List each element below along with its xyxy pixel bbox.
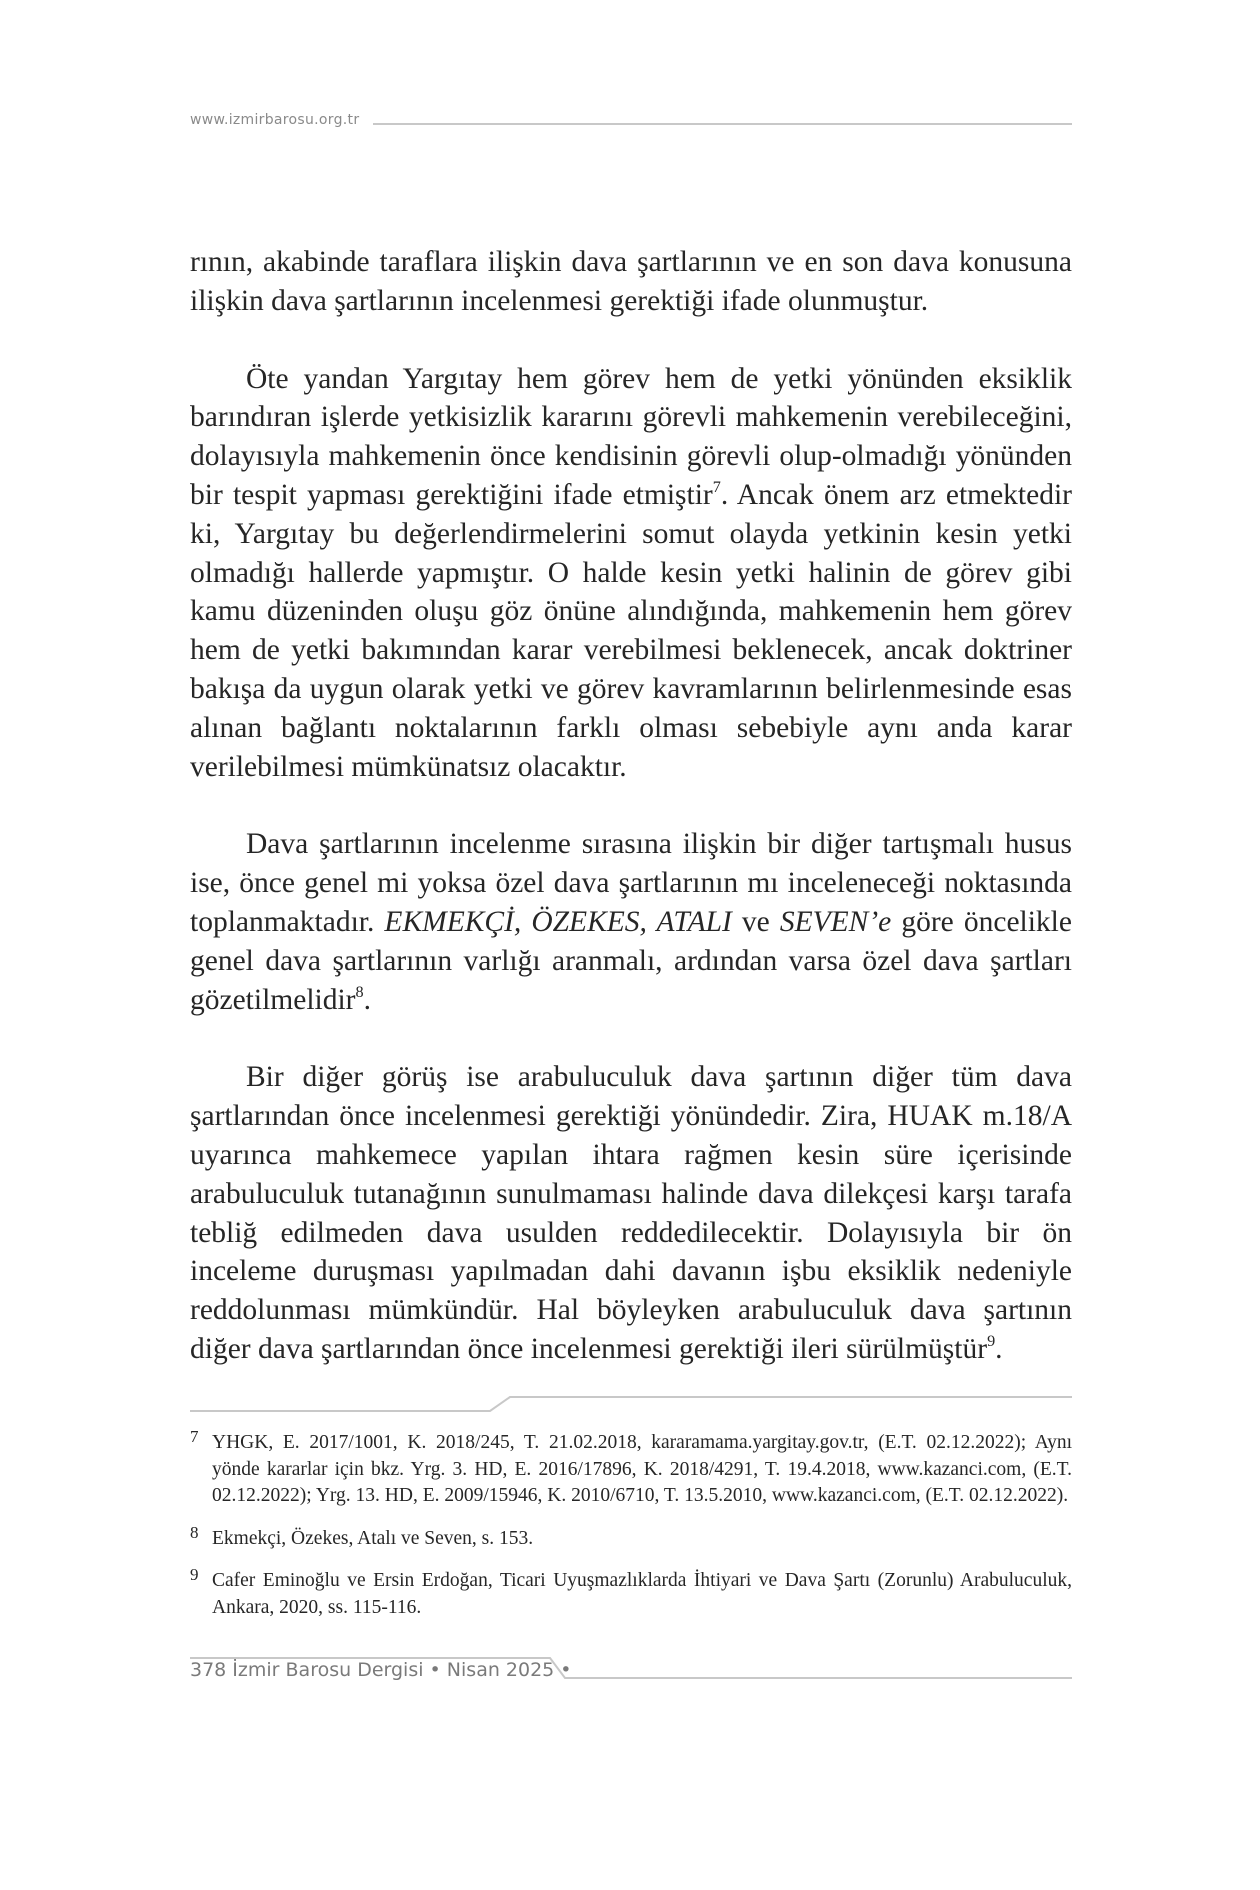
paragraph-2 [190, 360, 1072, 787]
body-text [190, 243, 1072, 1408]
paragraph-4 [190, 1058, 1072, 1368]
footnote-ref-9: 9 [987, 1331, 996, 1350]
footnote-text: YHGK, E. 2017/1001, K. 2018/245, T. 21.02.2018, kararamama.yargitay.gov.tr, (E.T. 02.12.2022); Aynı yönde kararlar için bkz. Yrg. 3. HD, E. 2016/17896, K. 2018/4291, T. 19.4.2018, www.kazanci.com, (E.T. 02.12.2022); Yrg. 13. HD, E. 2009/15946, K. 2010/6710, T. 13.5.2010, www.kazanci.com, (E.T. 02.12.2022). [212, 1432, 1072, 1506]
footer-text: 378 İzmir Barosu Dergisi • Nisan 2025 • [190, 1659, 572, 1681]
paragraph-3-author2: SEVEN’e [779, 905, 892, 938]
page-header [190, 112, 1072, 136]
paragraph-2-text: Öte yandan Yargıtay hem görev hem de yetki yönünden eksiklik barındıran işlerde yetkisizlik kararını görevli mahkemenin verebileceğini, dolayısıyla mahkemenin önce kendisinin görevli olup-olmadığı yönünden bir tespit yapması gerektiğini ifade etmiştir [190, 362, 1072, 511]
footnote-8 [190, 1522, 1072, 1553]
footnote-ref-7: 7 [712, 477, 721, 496]
header-rule [373, 123, 1072, 125]
footnote-9 [190, 1565, 1072, 1621]
footnote-ref-8: 8 [355, 982, 364, 1001]
paragraph-3-end: . [363, 983, 371, 1016]
footnote-number: 7 [190, 1427, 199, 1446]
paragraph-2-rest: . Ancak önem arz etmektedir ki, Yargıtay bu değerlendirmelerini somut olayda yetkinin kesin yetki olmadığı hallerde yapmıştır. O halde kesin yetki halinin de görev gibi kamu düzeninden oluşu göz önüne alındığında, mahkemenin hem görev hem de yetki bakımından karar verebilmesi beklenecek, ancak doktriner bakışa da uygun olarak yetki ve görev kavramlarının belirlenmesinde esas alınan bağlantı noktalarının farklı olması sebebiyle aynı anda karar verilebilmesi mümkünatsız olacaktır. [190, 478, 1072, 783]
paragraph-3-post: göre öncelikle genel dava şartlarının varlığı aranmalı, ardından varsa özel dava şartları gözetilmelidir [190, 905, 1072, 1016]
paragraph-3-pre: Dava şartlarının incelenme sırasına ilişkin bir diğer tartışmalı husus ise, önce genel mi yoksa özel dava şartlarının mı inceleneceği noktasında toplanmaktadır. [190, 828, 1072, 938]
footnote-7 [190, 1427, 1072, 1510]
paragraph-3-authors: EKMEKÇİ, ÖZEKES, ATALI [384, 905, 732, 938]
page-footer [190, 1656, 1072, 1686]
footnote-text: Cafer Eminoğlu ve Ersin Erdoğan, Ticari Uyuşmazlıklarda İhtiyari ve Dava Şartı (Zorunlu) Arabuluculuk, Ankara, 2020, ss. 115-116. [212, 1570, 1072, 1618]
paragraph-1: rının, akabinde taraflara ilişkin dava şartlarının ve en son dava konusuna ilişkin dava şartlarının incelenmesi gerektiği ifade olunmuştur. [190, 246, 1072, 317]
paragraph-4-end: . [995, 1332, 1003, 1365]
site-url: www.izmirbarosu.org.tr [190, 112, 360, 128]
footnote-number: 9 [190, 1565, 199, 1584]
paragraph-3-and: ve [731, 905, 780, 938]
footnote-separator [190, 1394, 1072, 1414]
footnote-number: 8 [190, 1522, 199, 1542]
footnotes [190, 1427, 1072, 1637]
paragraph-3 [190, 825, 1072, 1019]
paragraph-4-text: Bir diğer görüş ise arabuluculuk dava şartının diğer tüm dava şartlarından önce incelenmesi gerektiği yönündedir. Zira, HUAK m.18/A uyarınca mahkemece yapılan ihtara rağmen kesin süre içerisinde arabuluculuk tutanağının sunulmaması halinde dava dilekçesi karşı tarafa tebliğ edilmeden dava usulden reddedilecektir. Dolayısıyla bir ön inceleme duruşması yapılmadan dahi davanın işbu eksiklik nedeniyle reddolunması mümkündür. Hal böyleyken arabuluculuk dava şartının diğer dava şartlarından önce incelenmesi gerektiği ileri sürülmüştür [190, 1061, 1072, 1365]
footnote-text: Ekmekçi, Özekes, Atalı ve Seven, s. 153. [212, 1527, 534, 1549]
